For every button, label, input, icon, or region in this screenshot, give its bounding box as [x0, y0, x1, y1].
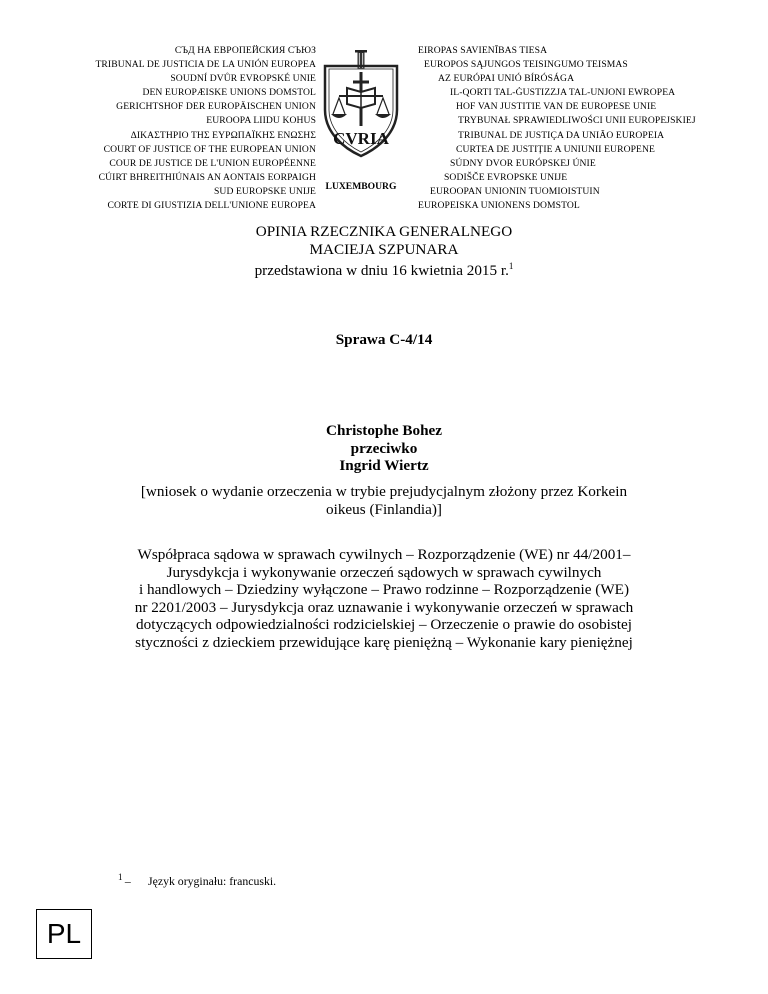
opinion-heading [0, 223, 768, 280]
court-emblem [313, 44, 409, 194]
keyword-line: i handlowych – Dziedziny wyłączone – Prawo rodzinne – Rozporządzenie (WE) [138, 581, 630, 598]
advocate-general-name: MACIEJA SZPUNARA [309, 240, 459, 258]
request-line: [wniosek o wydanie orzeczenia w trybie prejudycjalnym złożony przez Korkein [140, 483, 628, 500]
delivery-date: przedstawiona w dniu 16 kwietnia 2015 r.$^1$ [254, 261, 514, 280]
opinion-title: OPINIA RZECZNIKA GENERALNEGO [255, 223, 513, 240]
court-name: COURT OF JUSTICE OF THE EUROPEAN UNION [103, 143, 316, 155]
court-name: TRYBUNAŁ SPRAWIEDLIWOŚCI UNII EUROPEJSKIEJ [458, 115, 696, 127]
court-name: EUROPEISKA UNIONENS DOMSTOL [418, 200, 580, 212]
language-code-box: PL [36, 909, 92, 959]
court-name: HOF VAN JUSTITIE VAN DE EUROPESE UNIE [456, 101, 657, 113]
court-name: AZ EURÓPAI UNIÓ BÍRÓSÁGA [438, 73, 575, 85]
court-name: EUROOPA LIIDU KOHUS [206, 115, 316, 127]
request-line: oikeus (Finlandia)] [326, 500, 442, 518]
court-name: CORTE DI GIUSTIZIA DELL'UNIONE EUROPEA [107, 200, 316, 212]
footnote-text: Język oryginału: francuski. [148, 873, 277, 888]
court-name: DEN EUROPÆISKE UNIONS DOMSTOL [142, 87, 316, 99]
court-name: CÚIRT BHREITHIÚNAIS AN AONTAIS EORPAIGH [98, 171, 316, 183]
court-name: SUD EUROPSKE UNIJE [213, 185, 316, 197]
keyword-line: Współpraca sądowa w sprawach cywilnych – Rozporządzenie (WE) nr 44/2001– [137, 546, 631, 563]
court-name: IL-QORTI TAL-ĠUSTIZZJA TAL-UNJONI EWROPEA [450, 87, 676, 99]
court-name: EUROOPAN UNIONIN TUOMIOISTUIN [430, 185, 600, 197]
versus-label: przeciwko [350, 439, 418, 457]
keyword-line: dotyczących odpowiedzialności rodzicielskiej – Orzeczenie o prawie do osobistej [136, 616, 632, 633]
court-name: COUR DE JUSTICE DE L'UNION EUROPÉENNE [109, 157, 316, 169]
case-number: Sprawa C-4/14 [335, 331, 433, 348]
keyword-line: nr 2201/2003 – Jurysdykcja oraz uznawanie i wykonywanie orzeczeń w sprawach [134, 598, 634, 616]
court-names-left [95, 44, 316, 213]
footnote-reference[interactable]: 1 [508, 261, 514, 271]
curia-logo-icon [313, 44, 409, 194]
defendant-name: Ingrid Wiertz [339, 457, 429, 474]
footnote-number: 1 [118, 872, 123, 882]
case-parties [0, 422, 768, 475]
court-name: SODIŠČE EVROPSKE UNIJE [444, 171, 568, 183]
footnote [118, 872, 276, 889]
court-name: EUROPOS SĄJUNGOS TEISINGUMO TEISMAS [424, 59, 628, 71]
court-city: LUXEMBOURG [325, 181, 397, 192]
keyword-line: Jurysdykcja i wykonywanie orzeczeń sądowych w sprawach cywilnych [166, 563, 602, 581]
court-name: SÚDNY DVOR EURÓPSKEJ ÚNIE [450, 157, 596, 169]
court-name: СЪД НА ЕВРОПЕЙСКИЯ СЪЮЗ [174, 45, 316, 56]
case-keywords [0, 546, 768, 651]
footnote-marker [118, 872, 148, 889]
court-name: SOUDNÍ DVŮR EVROPSKÉ UNIE [170, 73, 316, 85]
keyword-line: styczności z dzieckiem przewidujące karę pieniężną – Wykonanie kary pieniężnej [135, 633, 633, 651]
court-names-right [418, 44, 696, 213]
court-name: EIROPAS SAVIENĪBAS TIESA [418, 45, 548, 56]
court-name: GERICHTSHOF DER EUROPÄISCHEN UNION [116, 101, 316, 113]
preliminary-ruling-request [0, 483, 768, 518]
court-name: TRIBUNAL DE JUSTICIA DE LA UNIÓN EUROPEA [95, 59, 316, 71]
court-name: ΔΙΚΑΣΤΗΡΙΟ ΤΗΣ ΕΥΡΩΠΑΪΚΗΣ ΕΝΩΣΗΣ [130, 129, 316, 141]
court-name: CURTEA DE JUSTIȚIE A UNIUNII EUROPENE [456, 143, 655, 155]
svg-text:CVRIA: CVRIA [333, 129, 389, 148]
applicant-name: Christophe Bohez [325, 422, 443, 439]
footnote-dash: – [124, 873, 131, 888]
court-name: TRIBUNAL DE JUSTIÇA DA UNIÃO EUROPEIA [458, 129, 665, 141]
